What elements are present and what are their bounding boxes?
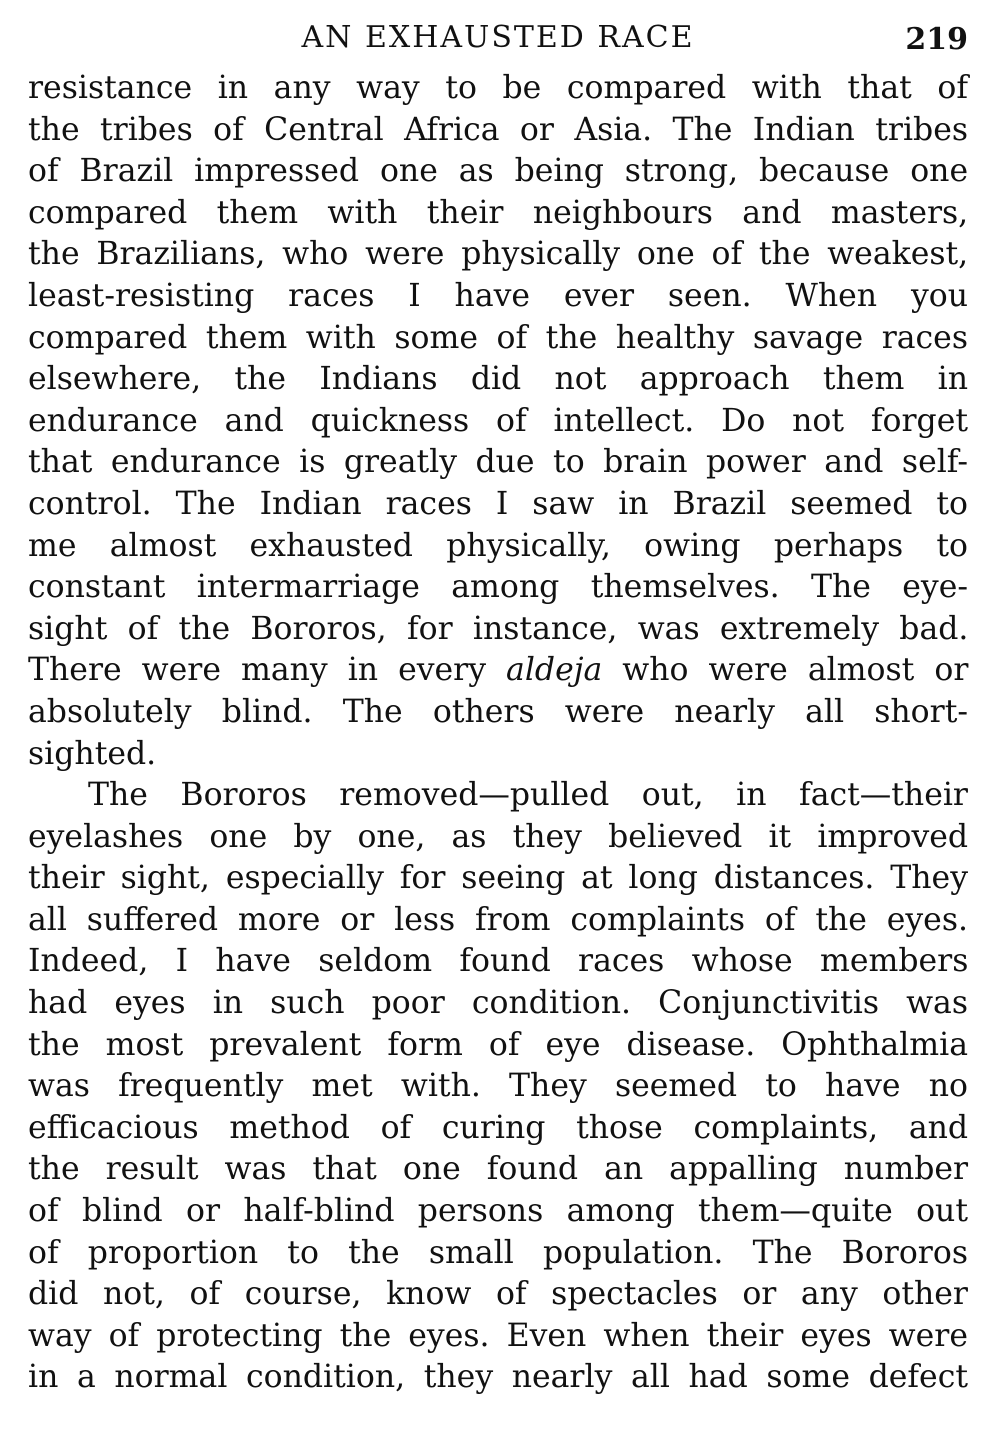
page-header: [28, 18, 968, 68]
text-line: Indeed, I have seldom found races whose members: [28, 943, 969, 980]
text-line: that endurance is greatly due to brain power and self-: [28, 444, 968, 481]
text-line: me almost exhausted physically, owing perhaps to: [28, 527, 968, 564]
page-number: 219: [905, 22, 968, 57]
text-line: of proportion to the small population. The Bororos: [28, 1234, 968, 1271]
text-line: endurance and quickness of intellect. Do not forget: [28, 402, 968, 439]
text-line: The Bororos removed—pulled out, in fact—their: [88, 777, 968, 814]
running-title: AN EXHAUSTED RACE: [301, 20, 695, 55]
text-line: had eyes in such poor condition. Conjunctivitis was: [28, 985, 968, 1022]
text-line: in a normal condition, they nearly all had some defect: [28, 1359, 968, 1396]
text-line: control. The Indian races I saw in Brazil seemed to: [28, 485, 968, 522]
text-line-with-italic: [28, 650, 968, 692]
text-segment: There were many in every: [28, 652, 507, 689]
text-line: eyelashes one by one, as they believed it improved: [28, 818, 969, 855]
text-line: compared them with some of the healthy savage races: [28, 319, 968, 356]
text-line: way of protecting the eyes. Even when their eyes were: [28, 1317, 968, 1354]
text-line: elsewhere, the Indians did not approach them in: [28, 361, 968, 398]
text-line: compared them with their neighbours and masters,: [28, 194, 969, 231]
text-line: the Brazilians, who were physically one of the weakest,: [28, 236, 969, 273]
text-line: resistance in any way to be compared with that of: [28, 70, 968, 106]
italic-word: aldeja: [506, 652, 603, 689]
body-text: [28, 68, 968, 1399]
text-line: constant intermarriage among themselves. The eye-: [28, 569, 968, 606]
paragraph-1: [28, 68, 968, 775]
paragraph-2: [28, 775, 968, 1399]
text-line: least-resisting races I have ever seen. When you: [28, 277, 968, 314]
text-line: their sight, especially for seeing at long distances. They: [28, 860, 968, 897]
text-line: was frequently met with. They seemed to have no: [28, 1068, 968, 1105]
text-line: of blind or half-blind persons among them—quite out: [28, 1193, 968, 1230]
text-line: the tribes of Central Africa or Asia. The Indian tribes: [28, 111, 968, 148]
book-page: [28, 18, 968, 1399]
text-line: all suffered more or less from complaints of the eyes.: [28, 901, 968, 938]
text-segment: who were almost or: [602, 652, 969, 689]
text-line: sighted.: [28, 735, 157, 772]
text-line: absolutely blind. The others were nearly all short-: [28, 693, 968, 730]
text-line: sight of the Bororos, for instance, was extremely bad.: [28, 610, 969, 647]
text-line: the most prevalent form of eye disease. Ophthalmia: [28, 1026, 968, 1063]
text-line: efficacious method of curing those complaints, and: [28, 1109, 969, 1146]
text-line: did not, of course, know of spectacles or any other: [28, 1276, 968, 1313]
text-line: of Brazil impressed one as being strong, because one: [28, 153, 969, 190]
text-line: the result was that one found an appalling number: [28, 1151, 969, 1188]
